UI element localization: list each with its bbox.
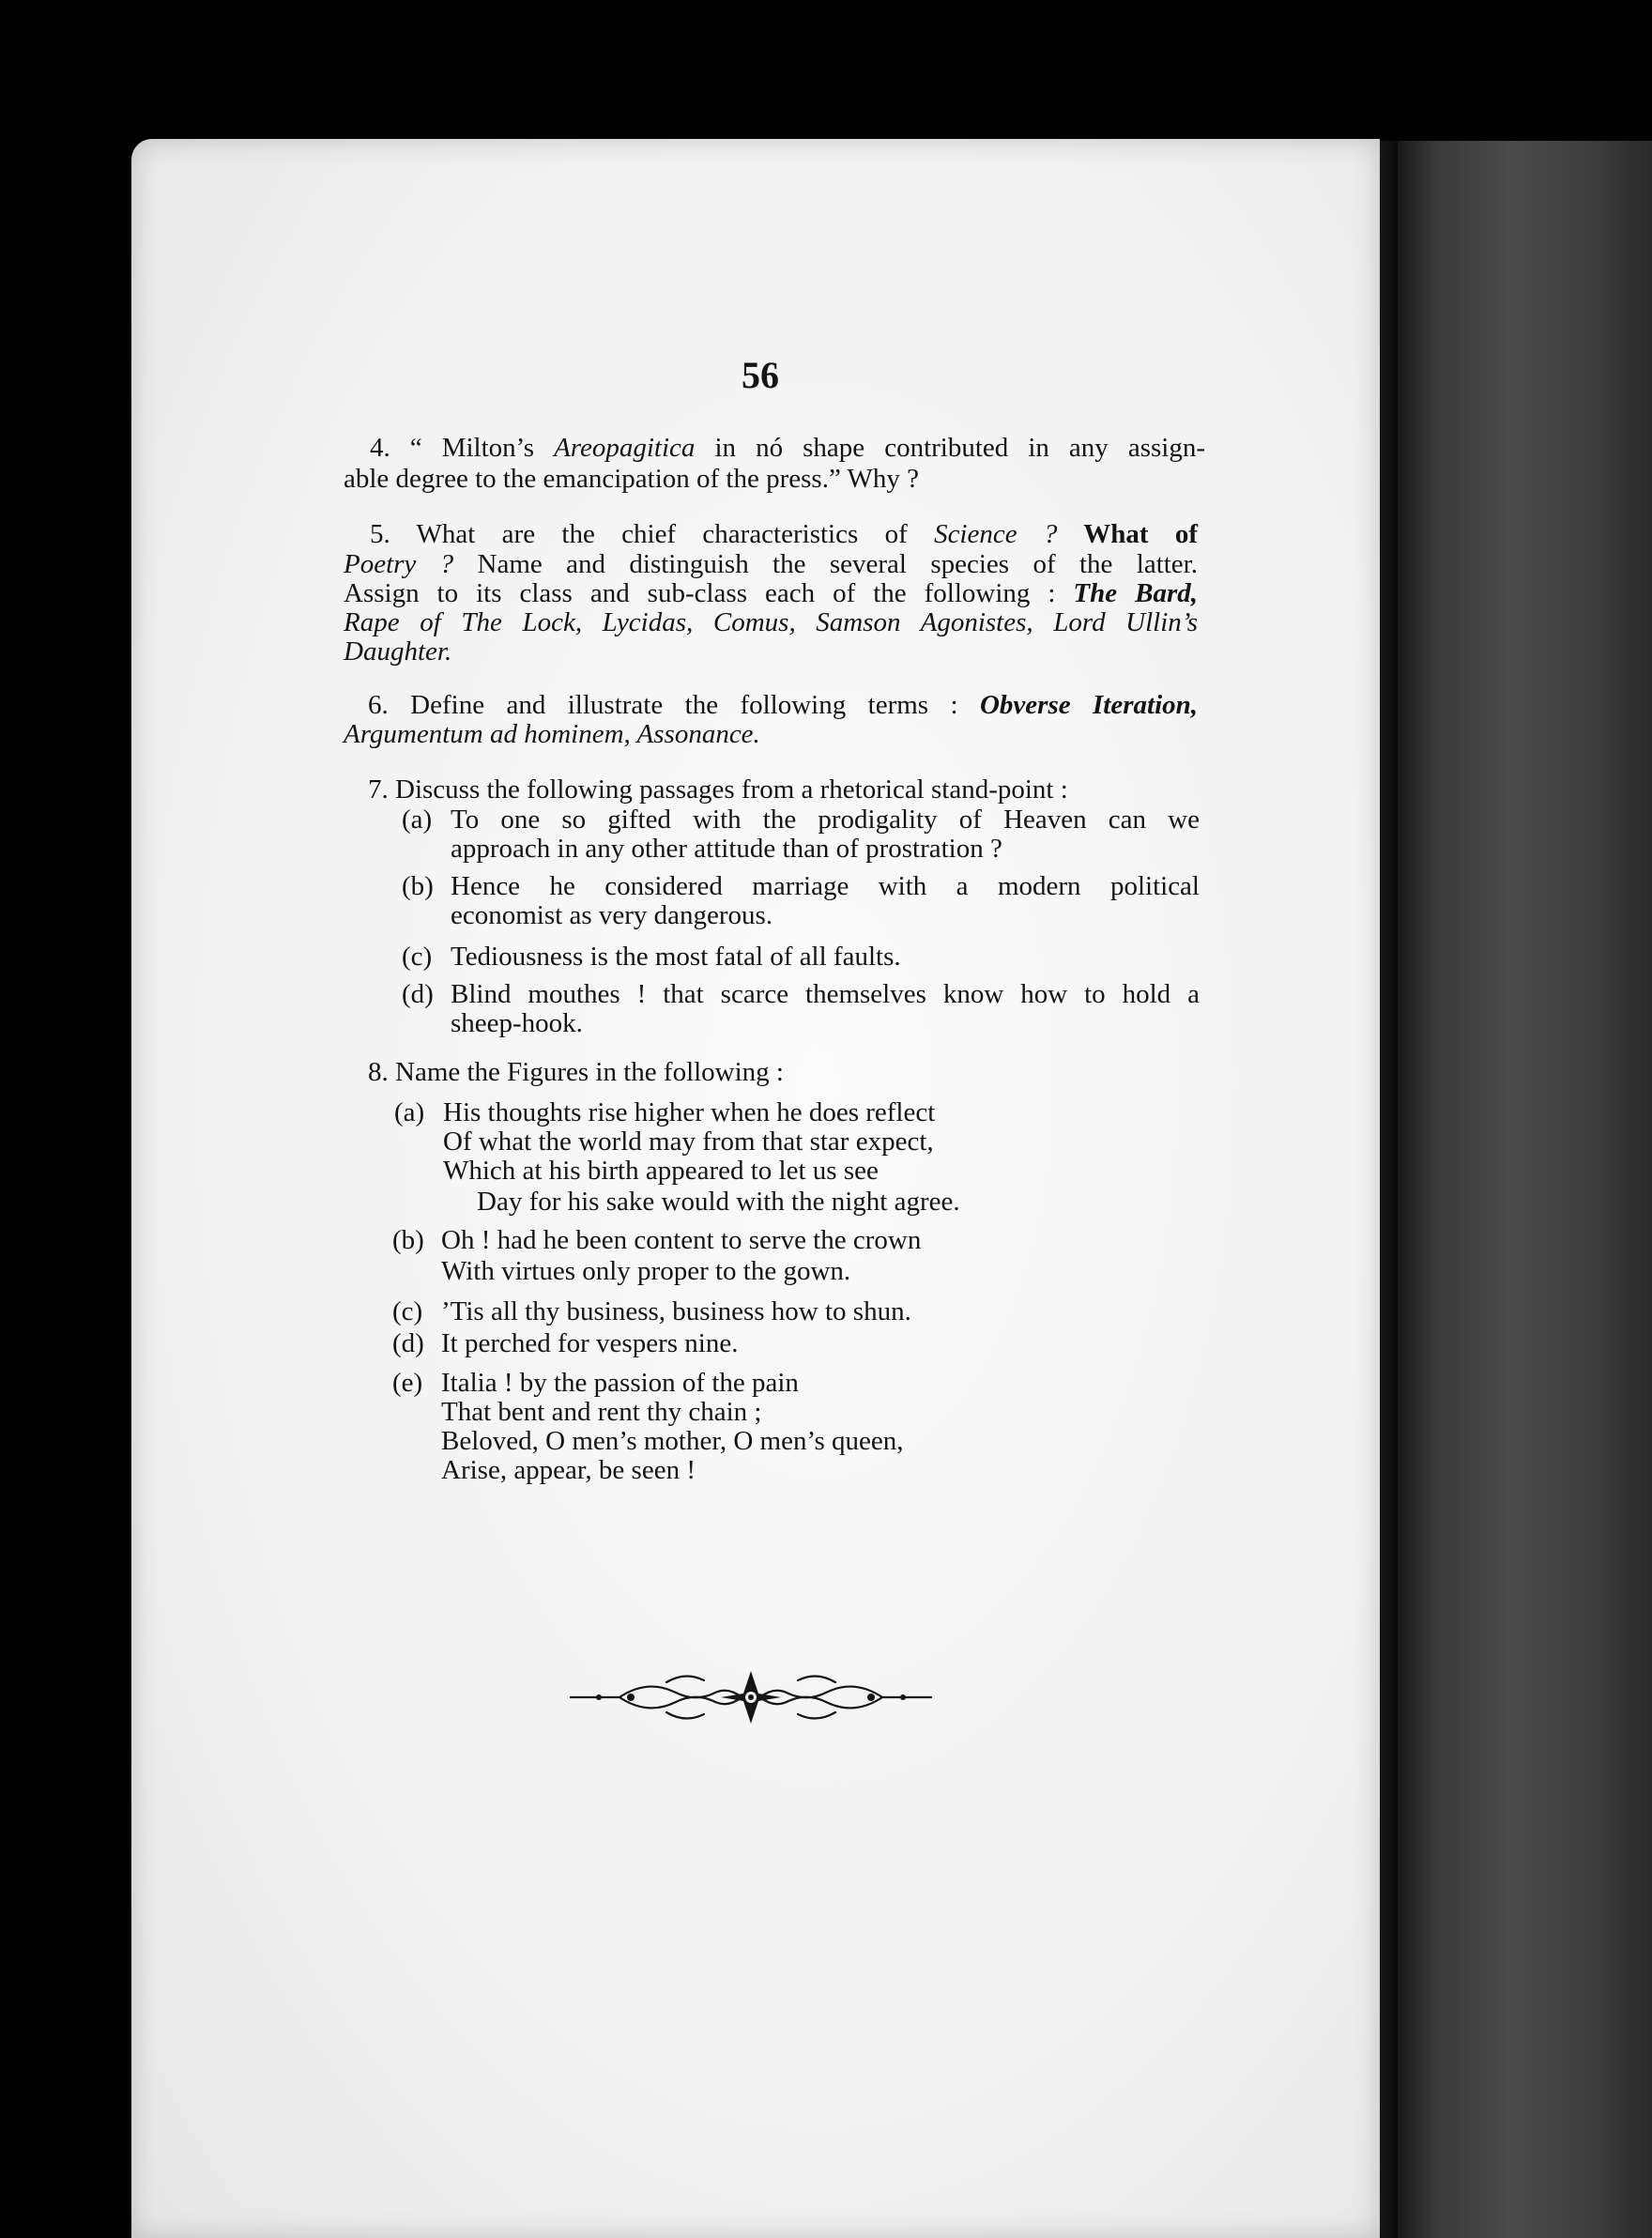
book-spine — [1380, 141, 1652, 2238]
question-7-item-a: (a) To one so gifted with the prodigality of Heaven can we approach in any other attitude than of prostration ? — [402, 805, 1200, 864]
scroll-flourish-icon — [563, 1660, 939, 1735]
question-7-intro: 7. Discuss the following passages from a rhetorical stand-point : — [368, 774, 1068, 805]
question-5-line-3: Assign to its class and sub-class each of the following : The Bard, — [344, 578, 1198, 608]
question-6-line-1: 6. Define and illustrate the following terms : Obverse Iteration, — [368, 690, 1199, 720]
question-4-line-1: 4. “ Milton’s Areopagitica in nó shape contributed in any assign- — [370, 433, 1206, 463]
question-5-line-2: Poetry ? Name and distinguish the several species of the latter. — [344, 549, 1198, 579]
question-8-item-b: (b) Oh ! had he been content to serve the crown With virtues only proper to the gown. — [392, 1225, 922, 1286]
question-8-item-a: (a) His thoughts rise higher when he does reflect Of what the world may from that star expect, Which at his birth appeared to let us see Day for his sake would with the night agree. — [394, 1097, 960, 1217]
question-7-item-d: (d) Blind mouthes ! that scarce themselves know how to hold a sheep-hook. — [402, 979, 1200, 1038]
question-8-item-e: (e) Italia ! by the passion of the pain That bent and rent thy chain ; Beloved, O men’s mother, O men’s queen, Arise, appear, be seen ! — [392, 1368, 904, 1485]
question-5-line-4: Rape of The Lock, Lycidas, Comus, Samson Agonistes, Lord Ullin’s — [344, 607, 1198, 637]
question-5-line-5: Daughter. — [344, 636, 452, 667]
question-5-line-1: 5. What are the chief characteristics of Science ? What of — [370, 519, 1198, 549]
question-4 — [370, 434, 1205, 463]
question-6-line-2: Argumentum ad hominem, Assonance. — [344, 719, 760, 749]
question-7-item-b: (b) Hence he considered marriage with a modern political economist as very dangerous. — [402, 871, 1200, 930]
question-4-line-2: able degree to the emancipation of the press.” Why ? — [344, 464, 920, 494]
question-8-intro: 8. Name the Figures in the following : — [368, 1057, 784, 1087]
page-number: 56 — [742, 354, 779, 396]
